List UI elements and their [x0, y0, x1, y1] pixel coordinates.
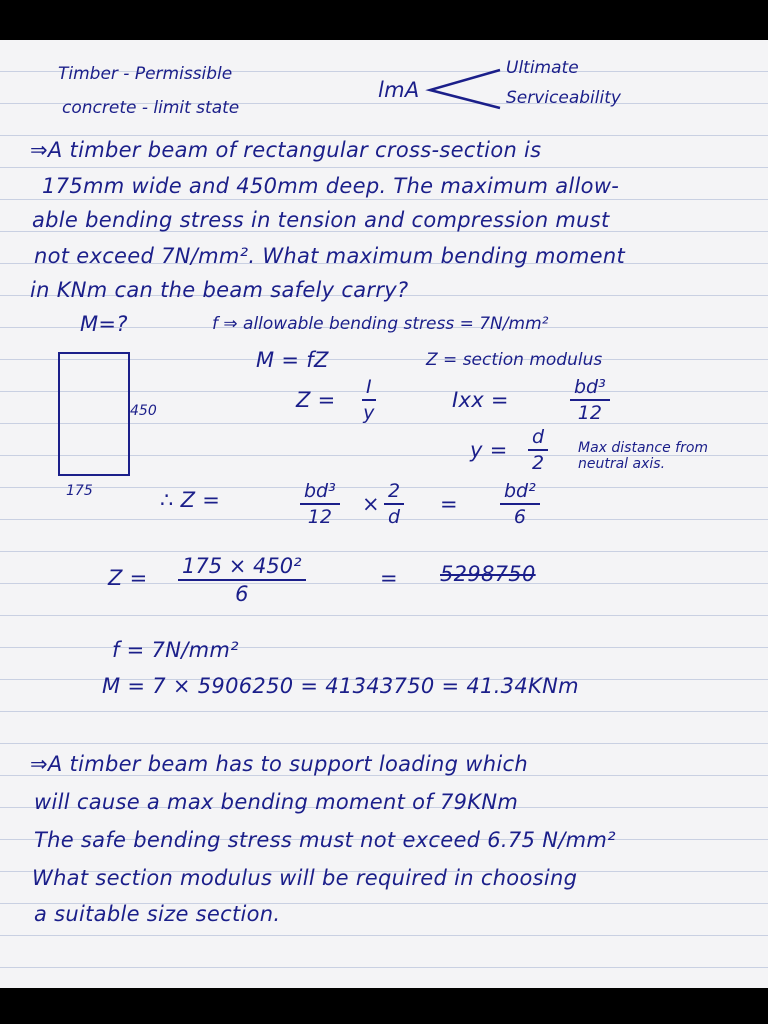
header-serviceability: Serviceability [506, 88, 621, 108]
z4-fraction [500, 480, 540, 528]
z-numerator: I [362, 376, 376, 401]
y-denominator: 2 [531, 452, 545, 474]
z2-denominator: 12 [307, 506, 332, 528]
z4-denominator: 6 [513, 506, 526, 528]
header-ultimate: Ultimate [506, 58, 579, 78]
f-definition: f ⇒ allowable bending stress = 7N/mm² [212, 314, 549, 334]
beam-cross-section [58, 352, 130, 476]
z2-numerator: bd³ [300, 480, 340, 505]
m-question: M=? [80, 312, 128, 336]
y-lhs: y = [470, 438, 508, 462]
z-calc-fraction [178, 554, 306, 606]
z-calc-numerator: 175 × 450² [178, 554, 306, 581]
z-calc-struck-value: 5298750 [440, 562, 536, 586]
m-equation: M = fZ [256, 348, 329, 372]
z-calc-equals: = [380, 566, 398, 590]
ixx-numerator: bd³ [570, 376, 610, 401]
beam-height-label: 450 [130, 403, 157, 419]
z3-numerator: 2 [384, 480, 404, 505]
branch-bracket-icon [424, 64, 504, 114]
z-denominator: y [363, 402, 375, 424]
z-fraction [362, 376, 376, 424]
equals-sign: = [440, 492, 458, 516]
problem2-line-2: will cause a max bending moment of 79KNm [34, 790, 519, 814]
z-definition: Z = section modulus [426, 350, 603, 370]
z-calc-lhs: Z = [108, 566, 148, 590]
y-numerator: d [528, 426, 548, 451]
ixx-fraction [570, 376, 610, 424]
problem2-line-4: What section modulus will be required in choosing [32, 866, 578, 890]
header-lma: lmA [378, 78, 420, 102]
m-calculation: M = 7 × 5906250 = 41343750 = 41.34KNm [102, 674, 579, 698]
f-value: f = 7N/mm² [112, 638, 239, 662]
header-concrete: concrete - limit state [62, 98, 240, 118]
z2-fraction [300, 480, 340, 528]
z4-numerator: bd² [500, 480, 540, 505]
ixx-lhs: Ixx = [452, 388, 509, 412]
z3-fraction [384, 480, 404, 528]
problem1-line-5: in KNm can the beam safely carry? [30, 278, 409, 302]
problem1-line-1: ⇒A timber beam of rectangular cross-section is [30, 138, 542, 162]
notebook-page [0, 40, 768, 988]
problem1-line-3: able bending stress in tension and compression must [32, 208, 610, 232]
problem2-line-3: The safe bending stress must not exceed 6.75 N/mm² [34, 828, 616, 852]
ixx-denominator: 12 [577, 402, 602, 424]
therefore-z: ∴ Z = [160, 488, 221, 512]
problem1-line-4: not exceed 7N/mm². What maximum bending moment [34, 244, 626, 268]
problem1-line-2: 175mm wide and 450mm deep. The maximum allow- [42, 174, 620, 198]
z-calc-denominator: 6 [235, 582, 249, 606]
times-sign: × [362, 492, 380, 516]
beam-width-label: 175 [66, 483, 93, 499]
y-fraction [528, 426, 548, 474]
problem2-line-5: a suitable size section. [34, 902, 281, 926]
y-note: Max distance from neutral axis. [578, 440, 709, 473]
header-timber: Timber - Permissible [58, 64, 233, 84]
z-eq-lhs: Z = [296, 388, 336, 412]
z3-denominator: d [388, 506, 401, 528]
problem2-line-1: ⇒A timber beam has to support loading which [30, 752, 528, 776]
